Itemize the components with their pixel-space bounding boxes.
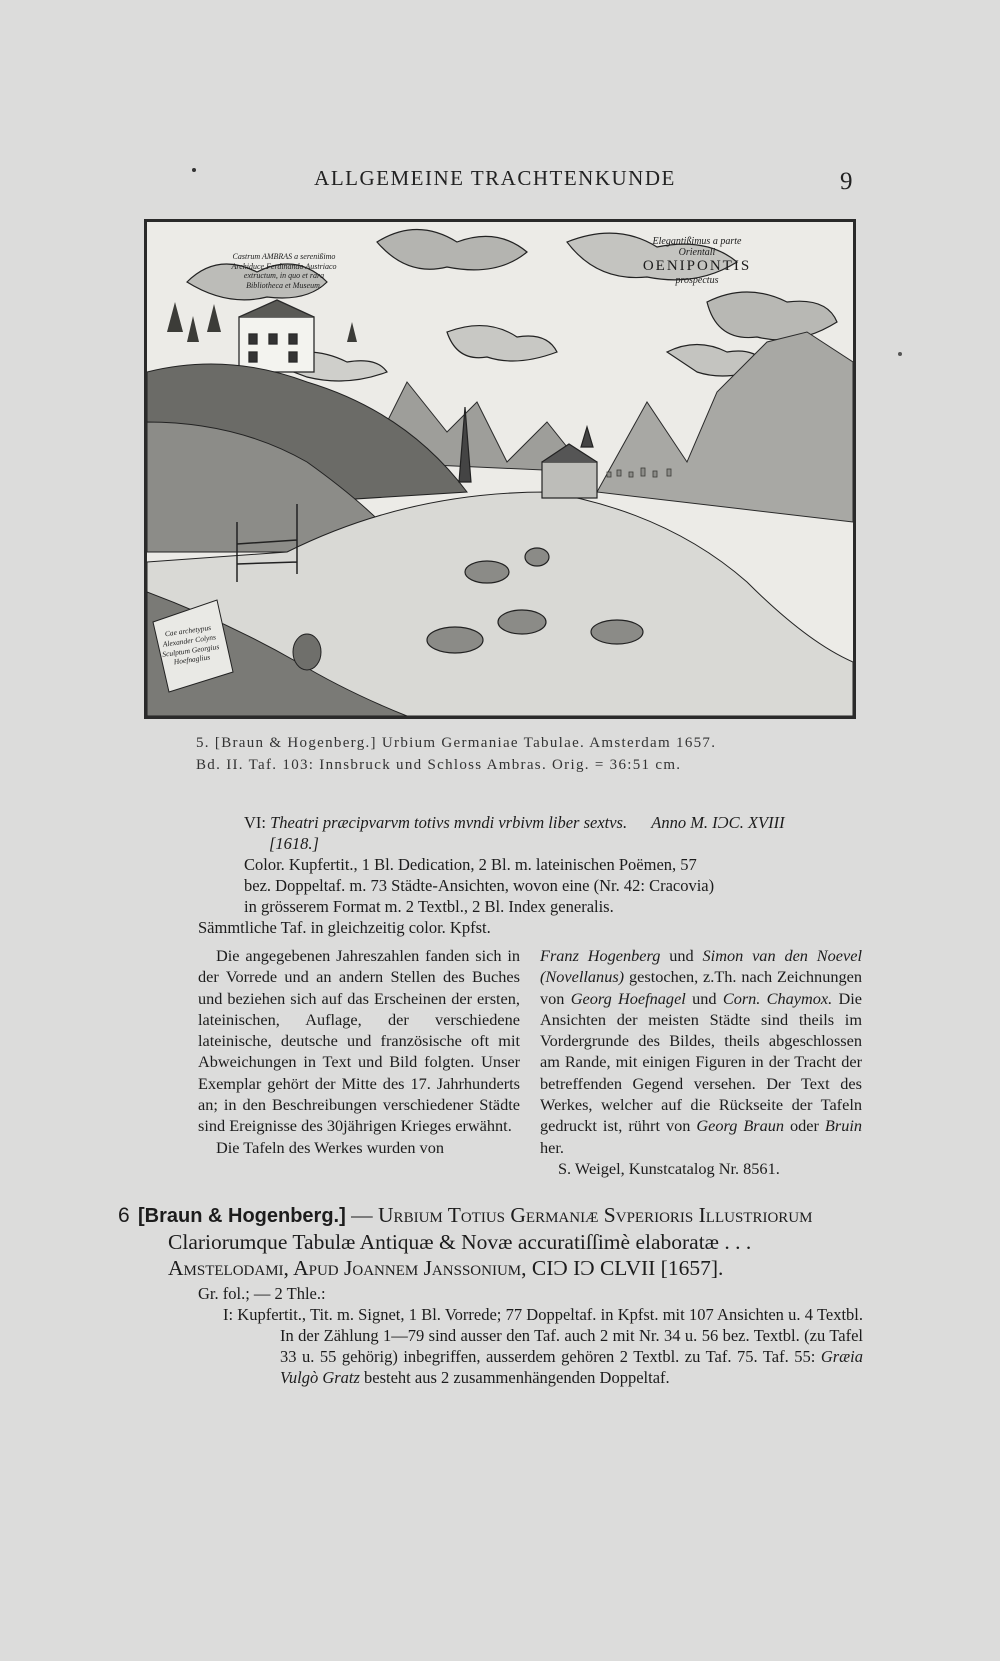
entry-title: [Braun & Hogenberg.] — Urbium Totius Germaniæ Svperioris Illustriorum Clariorumque Tabulæ Antiquæ & Novæ accuratiſſimè elaboratæ . . . Amstelodami, Apud Joannem Janssonium, CIϽ IϽ CLVII [1657]. [138, 1203, 813, 1280]
running-head: ALLGEMEINE TRACHTENKUNDE [314, 166, 676, 190]
stone-inscription: Cae archetypus Alexander Colyns Sculptum Georgius Hoefnaglius [161, 622, 220, 667]
volume-vi-description: VI: Theatri præcipvarvm totivs mvndi vrbivm liber sextvs. Anno M. IϽC. XVIII [1618.] Color. Kupfertit., 1 Bl. Dedication, 2 Bl. m. lateinischen Poëmen, 57 bez. Doppeltaf. m. 73 Städte-Ansichten, wovon eine (Nr. 42: Cracovia) in grösserem Format m. 2 Textbl., 2 Bl. Index generalis. Sämmtliche Taf. in gleichzeitig color. Kpfst. [198, 813, 785, 937]
entry-6-description: Gr. fol.; — 2 Thle.: I: Kupfertit., Tit. m. Signet, 1 Bl. Vorrede; 77 Doppeltaf. in Kpfst. mit 107 Ansichten u. 4 Textbl. In der Zählung 1—79 sind ausser den Taf. auch 2 mit Nr. 34 u. 56 bez. Textbl. (zu Tafel 33 u. 55 gehörig) inbegriffen, ausserdem gehören 2 Textbl. zu Taf. 75. Taf. 55: Græia Vulgò Gratz besteht aus 2 zusammenhängenden Doppeltaf. [198, 1284, 863, 1387]
left-column: Die angegebenen Jahreszahlen fanden sich in der Vorrede und an andern Stellen des Buches und beziehen sich auf das Erscheinen der ersten, lateinischen, Auflage, der verschiedene lateinische, deutsche und französische oft mit Abweichungen in Text und Bild folgten. Unser Exemplar gehört der Mitte des 17. Jahrhunderts an; in den Beschreibungen verschiedener Städte sind Ereignisse des 30jährigen Krieges erwähnt. Die Tafeln des Werkes wurden von [198, 946, 520, 1157]
ornament-dot [192, 168, 196, 172]
plate-title: OENIPONTIS [642, 258, 752, 274]
plate-title-cartouche: Elegantißimus a parte Orientali OENIPONTIS prospectus [637, 236, 757, 286]
castle-cartouche: Castrum AMBRAS a serenißimo Archiduce Ferdinando Austriaco extructum, in quo et rara Bibliotheca et Museum. [231, 252, 337, 290]
plate-caption: 5. [Braun & Hogenberg.] Urbium Germaniae Tabulae. Amsterdam 1657. Bd. II. Taf. 103: Innsbruck und Schloss Ambras. Orig. = 36:51 cm. [196, 735, 717, 773]
catalogue-entry-6 [118, 1202, 868, 1281]
engraving-innsbruck-ambras [144, 219, 856, 719]
right-column: Franz Hogenberg und Simon van den Noevel (Novellanus) gestochen, z.Th. nach Zeichnungen von Georg Hoefnagel und Corn. Chaymox. Die Ansichten der meisten Städte sind theils im Vordergrunde des Bildes, theils abgeschlossen am Rande, mit einigen Figuren in der Tracht der betreffenden Gegend versehen. Der Text des Werkes, welcher auf die Rückseite der Tafeln gedruckt ist, rührt von Georg Braun oder Bruin her. S. Weigel, Kunstcatalog Nr. 8561. [540, 946, 863, 1178]
engraving-illustration [147, 222, 853, 716]
page-number: 9 [840, 168, 853, 195]
entry-number: 6 [118, 1204, 130, 1227]
margin-mark [898, 352, 902, 356]
